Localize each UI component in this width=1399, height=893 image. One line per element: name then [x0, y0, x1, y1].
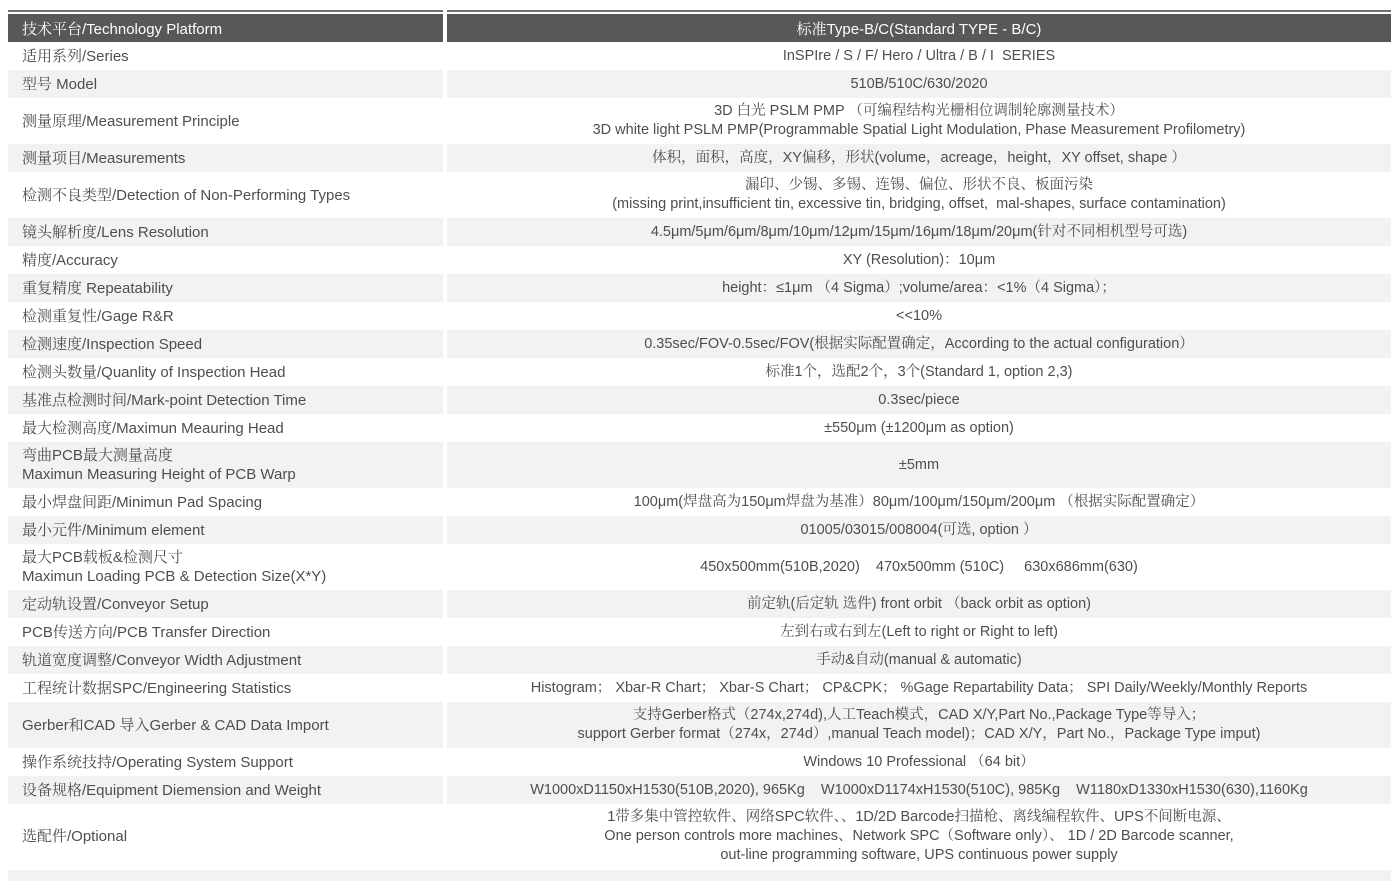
row-label: 最大PCB载板&检测尺寸 Maximun Loading PCB & Detection Size(X*Y)	[8, 544, 443, 590]
row-value: 0.3sec/piece	[447, 386, 1391, 414]
top-border-right-segment	[447, 10, 1391, 12]
row-label: 定动轨设置/Conveyor Setup	[8, 590, 443, 618]
table-row	[8, 618, 1391, 646]
row-value: 100μm(焊盘高为150μm焊盘为基准）80μm/100μm/150μm/200μm （根据实际配置确定）	[447, 488, 1391, 516]
row-value: 4.5μm/5μm/6μm/8μm/10μm/12μm/15μm/16μm/18μm/20μm(针对不同相机型号可选)	[447, 218, 1391, 246]
table-row	[8, 246, 1391, 274]
table-row	[8, 144, 1391, 172]
row-value: 1带多集中管控软件、网络SPC软件、、1D/2D Barcode扫描枪、离线编程软件、UPS不间断电源、 One person controls more machines、Network SPC（Software only）、 1D / 2D Barcode scanner, out-line programming software, UPS continuous power supply	[447, 804, 1391, 869]
row-value: ±550μm (±1200μm as option)	[447, 414, 1391, 442]
header-value: 标准Type-B/C(Standard TYPE - B/C)	[447, 14, 1391, 42]
row-label: 最小焊盘间距/Minimun Pad Spacing	[8, 488, 443, 516]
row-label: PCB传送方向/PCB Transfer Direction	[8, 618, 443, 646]
table-header-row	[8, 14, 1391, 42]
table-row	[8, 776, 1391, 804]
row-value: 450x500mm(510B,2020) 470x500mm (510C) 630x686mm(630)	[447, 544, 1391, 590]
row-label: 最小元件/Minimum element	[8, 516, 443, 544]
row-label: 检测头数量/Quanlity of Inspection Head	[8, 358, 443, 386]
table-row	[8, 70, 1391, 98]
row-value: 左到右或右到左(Left to right or Right to left)	[447, 618, 1391, 646]
table-row	[8, 218, 1391, 246]
table-row	[8, 804, 1391, 869]
row-value: InSPIre / S / F/ Hero / Ultra / B / I SERIES	[447, 42, 1391, 70]
row-value: 0.35sec/FOV-0.5sec/FOV(根据实际配置确定，According to the actual configuration）	[447, 330, 1391, 358]
row-label: 轨道宽度调整/Conveyor Width Adjustment	[8, 646, 443, 674]
partial-next-row	[8, 870, 1391, 881]
row-value: 01005/03015/008004(可选, option ）	[447, 516, 1391, 544]
header-label: 技术平台/Technology Platform	[8, 14, 443, 42]
row-value: height：≤1μm （4 Sigma）;volume/area：<1%（4 Sigma）；	[447, 274, 1391, 302]
row-value: 支持Gerber格式（274x,274d),人工Teach模式，CAD X/Y,Part No.,Package Type等导入； support Gerber format（274x，274d）,manual Teach model)；CAD X/Y，Part No.，Package Type imput)	[447, 702, 1391, 748]
row-value: Histogram； Xbar-R Chart； Xbar-S Chart； CP&CPK； %Gage Repartability Data； SPI Daily/Weekly/Monthly Reports	[447, 674, 1391, 702]
row-label: 适用系列/Series	[8, 42, 443, 70]
table-row	[8, 358, 1391, 386]
table-row	[8, 544, 1391, 590]
row-value: 前定轨(后定轨 选件) front orbit （back orbit as option)	[447, 590, 1391, 618]
row-label: 基准点检测时间/Mark-point Detection Time	[8, 386, 443, 414]
row-label: 检测速度/Inspection Speed	[8, 330, 443, 358]
row-label: 工程统计数据SPC/Engineering Statistics	[8, 674, 443, 702]
table-row	[8, 330, 1391, 358]
table-row	[8, 274, 1391, 302]
row-value: 漏印、少锡、多锡、连锡、偏位、形状不良、板面污染 (missing print,insufficient tin, excessive tin, bridging, offset, mal-shapes, surface contamination)	[447, 172, 1391, 218]
table-row	[8, 702, 1391, 748]
table-row	[8, 414, 1391, 442]
row-label: 重复精度 Repeatability	[8, 274, 443, 302]
row-label: 镜头解析度/Lens Resolution	[8, 218, 443, 246]
table-row	[8, 42, 1391, 70]
table-row	[8, 386, 1391, 414]
table-row	[8, 98, 1391, 144]
table-row	[8, 646, 1391, 674]
table-row	[8, 442, 1391, 488]
row-label: 设备规格/Equipment Diemension and Weight	[8, 776, 443, 804]
row-value: XY (Resolution)：10μm	[447, 246, 1391, 274]
row-value: 3D 白光 PSLM PMP （可编程结构光栅相位调制轮廓测量技术） 3D white light PSLM PMP(Programmable Spatial Light Modulation, Phase Measurement Profilometry)	[447, 98, 1391, 144]
table-row	[8, 172, 1391, 218]
row-value: <<10%	[447, 302, 1391, 330]
table-row	[8, 488, 1391, 516]
row-value: 体积，面积，高度，XY偏移，形状(volume，acreage，height，XY offset, shape ）	[447, 144, 1391, 172]
row-value: 标准1个，选配2个，3个(Standard 1, option 2,3)	[447, 358, 1391, 386]
row-value: ±5mm	[447, 442, 1391, 488]
table-row	[8, 748, 1391, 776]
row-label: 测量原理/Measurement Principle	[8, 98, 443, 144]
row-label: 精度/Accuracy	[8, 246, 443, 274]
table-top-border	[8, 10, 1391, 12]
row-label: 选配件/Optional	[8, 804, 443, 869]
row-label: Gerber和CAD 导入Gerber & CAD Data Import	[8, 702, 443, 748]
top-border-left-segment	[8, 10, 443, 12]
row-value: 510B/510C/630/2020	[447, 70, 1391, 98]
row-label: 操作系统技持/Operating System Support	[8, 748, 443, 776]
row-label: 测量项目/Measurements	[8, 144, 443, 172]
row-value: 手动&自动(manual & automatic)	[447, 646, 1391, 674]
table-row	[8, 674, 1391, 702]
row-label: 检测重复性/Gage R&R	[8, 302, 443, 330]
row-label: 最大检测高度/Maximun Meauring Head	[8, 414, 443, 442]
spec-rows	[8, 42, 1391, 869]
row-value: W1000xD1150xH1530(510B,2020), 965Kg W1000xD1174xH1530(510C), 985Kg W1180xD1330xH1530(630),1160Kg	[447, 776, 1391, 804]
row-label: 检测不良类型/Detection of Non-Performing Types	[8, 172, 443, 218]
row-label: 弯曲PCB最大测量高度 Maximun Measuring Height of PCB Warp	[8, 442, 443, 488]
table-row	[8, 590, 1391, 618]
row-label: 型号 Model	[8, 70, 443, 98]
table-row	[8, 516, 1391, 544]
row-value: Windows 10 Professional （64 bit）	[447, 748, 1391, 776]
table-row	[8, 302, 1391, 330]
